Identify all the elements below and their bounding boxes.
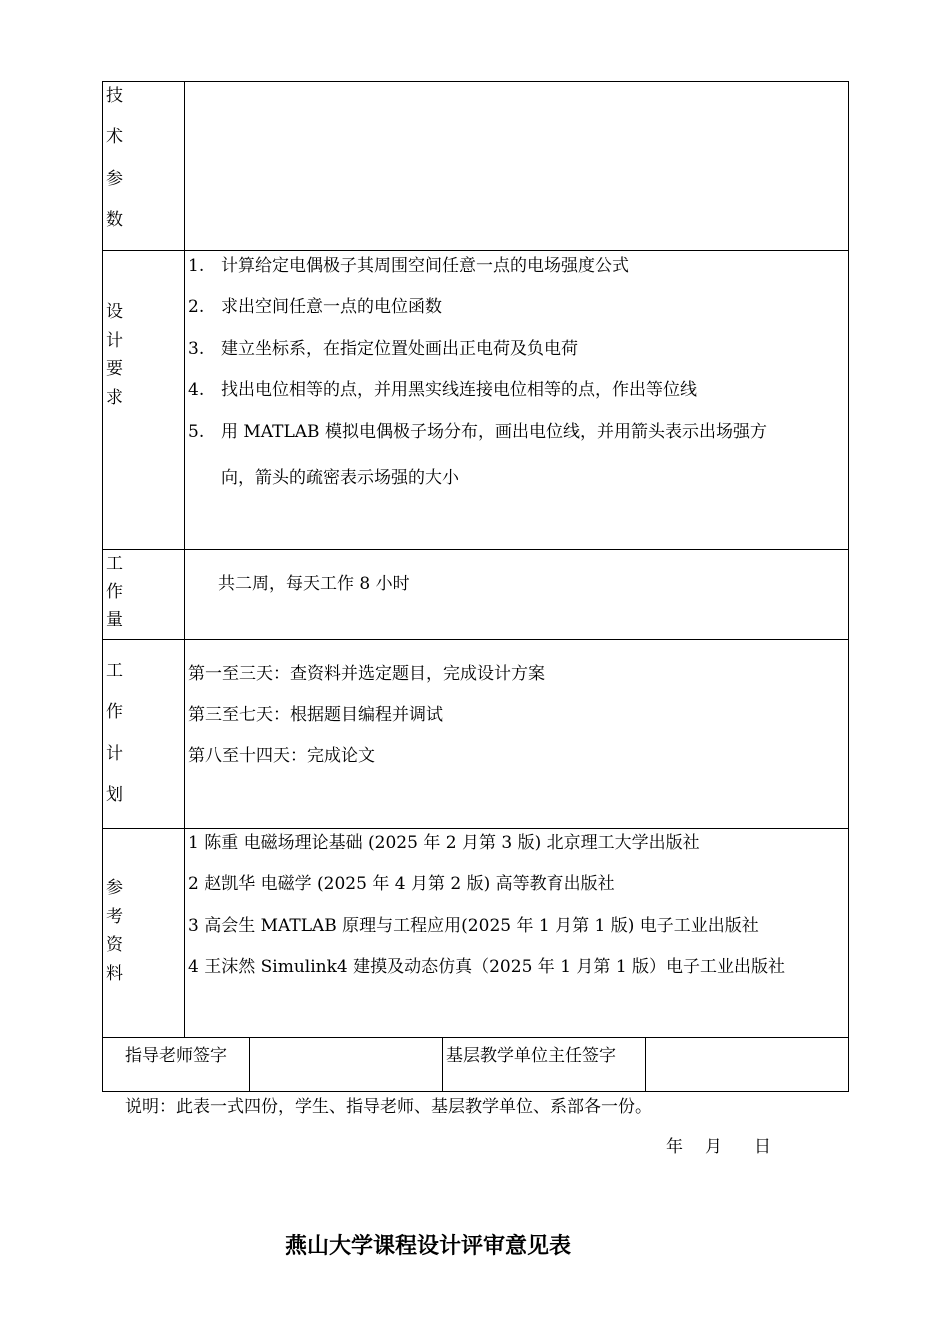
label-char: 参 [106, 169, 123, 189]
plan-item: 第一至三天：查资料并选定题目，完成设计方案 [188, 664, 545, 684]
item-text: 建立坐标系，在指定位置处画出正电荷及负电荷 [221, 339, 578, 359]
work-plan-label [106, 663, 130, 813]
item-text: 用 MATLAB 模拟电偶极子场分布，画出电位线，并用箭头表示出场强方 [221, 422, 767, 442]
item-text: 计算给定电偶极子其周围空间任意一点的电场强度公式 [221, 256, 629, 276]
item-number: 4. [188, 380, 205, 400]
label-char: 求 [106, 388, 123, 408]
label-char: 作 [106, 702, 123, 722]
row-divider [103, 639, 848, 640]
references-label [106, 880, 130, 990]
row-divider [103, 549, 848, 550]
row-divider [103, 250, 848, 251]
next-form-title: 燕山大学课程设计评审意见表 [285, 1233, 572, 1259]
form-table [102, 81, 849, 1092]
design-item [188, 424, 767, 441]
column-divider [442, 1037, 443, 1091]
item-number: 3. [188, 339, 205, 359]
label-char: 划 [106, 785, 123, 805]
label-char: 要 [106, 359, 123, 379]
design-item [188, 258, 629, 275]
label-char: 工 [106, 661, 123, 681]
date-year: 年 [666, 1137, 683, 1157]
item-text: 求出空间任意一点的电位函数 [221, 297, 442, 317]
label-char: 术 [106, 127, 123, 147]
row-divider [103, 1037, 848, 1038]
workload-label [106, 556, 130, 636]
reference-item: 3 高会生 MATLAB 原理与工程应用(2025 年 1 月第 1 版) 电子工业出版社 [188, 916, 759, 936]
label-char: 资 [106, 935, 123, 955]
label-char: 参 [106, 878, 123, 898]
item-number: 1. [188, 256, 205, 276]
label-char: 考 [106, 907, 123, 927]
item-number: 2. [188, 297, 205, 317]
item-number: 5. [188, 422, 205, 442]
design-requirements-label [106, 304, 130, 414]
reference-item: 4 王沫然 Simulink4 建摸及动态仿真（2025 年 1 月第 1 版）电子工业出版社 [188, 957, 786, 977]
director-signature-label: 基层教学单位主任签字 [446, 1046, 616, 1066]
design-item [188, 382, 697, 399]
date-day: 日 [754, 1137, 771, 1157]
plan-item: 第三至七天：根据题目编程并调试 [188, 705, 443, 725]
design-item-continuation: 向，箭头的疏密表示场强的大小 [221, 468, 459, 488]
item-text: 找出电位相等的点，并用黑实线连接电位相等的点，作出等位线 [221, 380, 697, 400]
workload-text: 共二周，每天工作 8 小时 [218, 574, 410, 594]
note-text: 说明：此表一式四份，学生、指导老师、基层教学单位、系部各一份。 [125, 1097, 652, 1117]
reference-item: 1 陈重 电磁场理论基础 (2025 年 2 月第 3 版) 北京理工大学出版社 [188, 833, 700, 853]
label-char: 作 [106, 582, 123, 602]
label-char: 计 [106, 331, 123, 351]
label-char: 料 [106, 964, 123, 984]
date-month: 月 [705, 1137, 722, 1157]
label-char: 工 [106, 554, 123, 574]
column-divider [184, 82, 185, 1037]
label-char: 数 [106, 210, 123, 230]
tech-params-label [106, 88, 130, 238]
reference-item: 2 赵凯华 电磁学 (2025 年 4 月第 2 版) 高等教育出版社 [188, 874, 615, 894]
column-divider [645, 1037, 646, 1091]
advisor-signature-label: 指导老师签字 [125, 1046, 227, 1066]
design-item [188, 341, 578, 358]
label-char: 量 [106, 610, 123, 630]
label-char: 计 [106, 744, 123, 764]
design-item [188, 299, 442, 316]
plan-item: 第八至十四天：完成论文 [188, 746, 375, 766]
column-divider [249, 1037, 250, 1091]
row-divider [103, 828, 848, 829]
label-char: 技 [106, 86, 123, 106]
label-char: 设 [106, 302, 123, 322]
